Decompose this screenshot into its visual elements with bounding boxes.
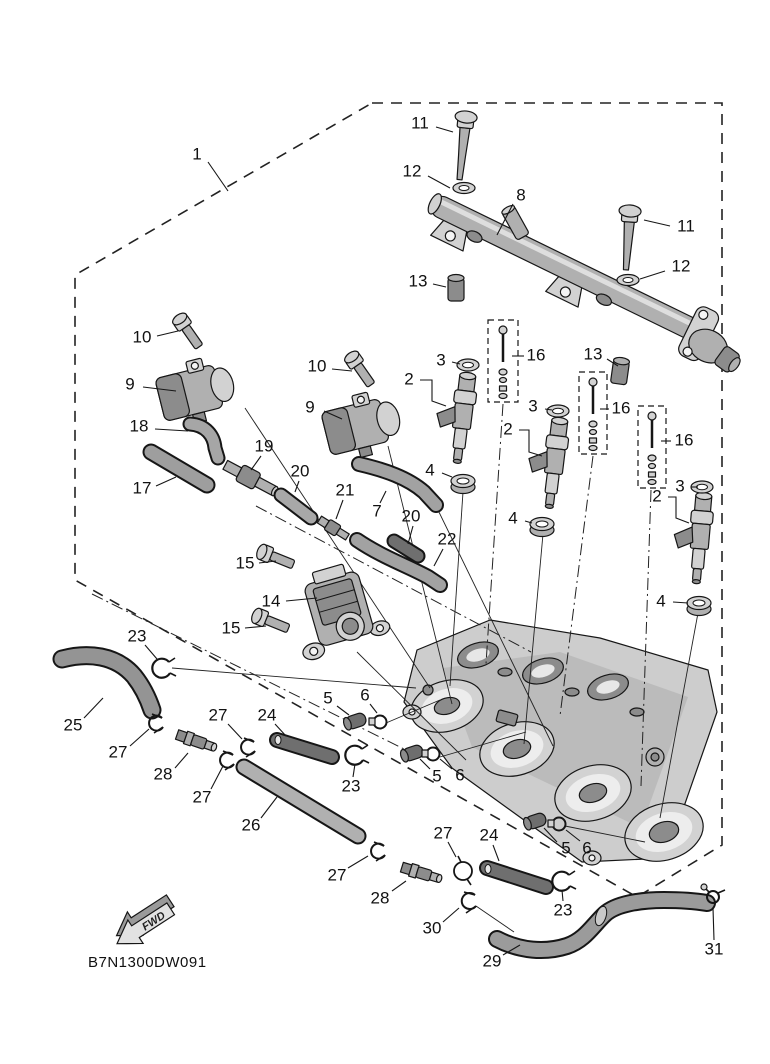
callout-10: 10	[307, 356, 327, 376]
tps-bolt-2	[250, 607, 292, 636]
callout-leader-20	[295, 481, 299, 492]
callout-29: 29	[482, 951, 502, 971]
callout-3: 3	[436, 350, 446, 370]
callout-27: 27	[327, 865, 347, 885]
callout-16: 16	[611, 398, 631, 418]
callout-27: 27	[108, 742, 128, 762]
clamp-ring-23b	[345, 745, 369, 765]
callout-leader-12	[428, 176, 450, 188]
callout-leader-27	[228, 724, 242, 739]
hose-20a	[281, 495, 311, 518]
callout-14: 14	[261, 591, 281, 611]
callout-20: 20	[290, 461, 310, 481]
fuel-injector-3	[670, 490, 715, 584]
callout-leader-27	[348, 856, 368, 868]
injector-oring-1	[457, 359, 479, 371]
injector-seal-2	[530, 518, 554, 537]
callout-leader-11	[644, 220, 670, 226]
clip-27b	[241, 738, 255, 757]
callout-leader-17	[156, 477, 176, 486]
callout-24: 24	[479, 825, 499, 845]
callout-9: 9	[125, 374, 135, 394]
throttle-position-sensor	[282, 556, 393, 662]
rail-bolt-right	[615, 204, 641, 270]
callout-27: 27	[208, 705, 228, 725]
callout-24: 24	[257, 705, 277, 725]
callout-21: 21	[335, 480, 355, 500]
callout-28: 28	[370, 888, 390, 908]
callout-23: 23	[127, 626, 147, 646]
callout-leader-12	[640, 271, 665, 279]
clamp-30	[462, 892, 476, 913]
hose-18	[190, 424, 218, 458]
callout-leader-28	[175, 753, 188, 768]
injector-seal-3	[687, 597, 711, 616]
callout-leader-31	[713, 908, 714, 940]
callout-4: 4	[508, 508, 518, 528]
injector-kit-1	[488, 320, 518, 402]
map-sensor-2	[319, 386, 407, 464]
callout-leader-6	[370, 704, 377, 713]
clamp-6a	[369, 716, 387, 729]
callout-31: 31	[704, 939, 724, 959]
rail-spacer-right	[610, 357, 630, 385]
callout-leader-11	[436, 127, 453, 132]
callout-27: 27	[192, 787, 212, 807]
callout-leader-27	[130, 729, 149, 746]
diagram-code: B7N1300DW091	[88, 954, 207, 971]
callout-leader-21	[336, 500, 343, 519]
cap-5a	[342, 712, 367, 731]
callout-23: 23	[553, 900, 573, 920]
callout-7: 7	[372, 501, 382, 521]
injector-seal-1	[451, 475, 475, 494]
callout-2: 2	[503, 419, 513, 439]
callout-25: 25	[63, 715, 83, 735]
callout-leader-2	[420, 380, 446, 406]
callout-6: 6	[582, 838, 592, 858]
callout-leader-22	[434, 549, 443, 566]
callout-leader-26	[261, 797, 277, 818]
callout-leader-10	[157, 331, 178, 336]
fuel-injector-1	[431, 369, 479, 464]
callout-leader-1	[208, 162, 228, 191]
hose-29	[497, 900, 707, 950]
callout-1: 1	[192, 144, 202, 164]
callout-18: 18	[129, 416, 149, 436]
callout-leader-19	[251, 456, 261, 470]
clamp-6b	[422, 748, 440, 761]
callout-leader-24	[493, 845, 499, 861]
callout-26: 26	[241, 815, 261, 835]
callout-3: 3	[675, 476, 685, 496]
callout-5: 5	[561, 838, 571, 858]
callout-5: 5	[432, 766, 442, 786]
callout-leader-23	[353, 764, 355, 777]
joint-21	[316, 514, 350, 542]
callout-leader-30	[443, 908, 459, 922]
callout-6: 6	[360, 685, 370, 705]
callout-leader-10	[332, 369, 352, 371]
rail-bolt-left	[449, 110, 478, 181]
hose-24b	[485, 865, 546, 888]
callout-4: 4	[656, 591, 666, 611]
callout-leader-2	[668, 497, 689, 523]
joint-19	[221, 457, 281, 500]
callout-22: 22	[437, 529, 457, 549]
fwd-label: FWD	[140, 909, 168, 934]
callout-9: 9	[305, 397, 315, 417]
callout-leader-13	[433, 284, 446, 287]
fuel-injector-2	[523, 414, 571, 509]
sensor-bolt-2	[343, 349, 378, 390]
callout-4: 4	[425, 460, 435, 480]
hose-24a	[275, 736, 332, 758]
fwd-arrow	[106, 889, 182, 955]
injector-kit-3	[638, 406, 666, 488]
callout-leader-27	[448, 842, 456, 857]
hose-25	[62, 656, 152, 710]
callout-28: 28	[153, 764, 173, 784]
callout-17: 17	[132, 478, 152, 498]
callout-11: 11	[677, 216, 695, 236]
callout-15: 15	[221, 618, 241, 638]
rail-washer-left	[453, 183, 475, 194]
callout-6: 6	[455, 765, 465, 785]
callout-19: 19	[254, 436, 274, 456]
rail-washer-right	[617, 275, 639, 286]
clip-27e	[454, 856, 472, 885]
callout-11: 11	[411, 113, 429, 133]
callout-leader-27	[211, 766, 223, 789]
callout-leader-2	[519, 430, 542, 456]
callout-27: 27	[433, 823, 453, 843]
callout-leader-28	[392, 881, 406, 891]
callout-5: 5	[323, 688, 333, 708]
callout-leader-23	[145, 645, 157, 659]
callout-12: 12	[402, 161, 422, 181]
rail-spacer-left	[448, 275, 464, 302]
callout-leader-5	[420, 759, 430, 769]
callout-10: 10	[132, 327, 152, 347]
joint-28b	[400, 861, 443, 886]
callout-13: 13	[583, 344, 603, 364]
injector-oring-2	[547, 405, 569, 417]
callout-2: 2	[404, 369, 414, 389]
callout-12: 12	[671, 256, 691, 276]
callout-2: 2	[652, 486, 662, 506]
callout-15: 15	[235, 553, 255, 573]
callout-leader-4	[673, 602, 688, 603]
callout-leader-5	[337, 706, 349, 715]
hose-17	[151, 452, 207, 485]
callout-16: 16	[674, 430, 694, 450]
clip-27d	[371, 842, 385, 861]
callout-30: 30	[422, 918, 442, 938]
callout-13: 13	[408, 271, 428, 291]
injector-kit-2	[579, 372, 607, 454]
callout-8: 8	[516, 185, 526, 205]
callout-20: 20	[401, 506, 421, 526]
callout-16: 16	[526, 345, 546, 365]
clamp-ring-23c	[552, 871, 576, 891]
tps-bolt-1	[255, 543, 297, 572]
callout-leader-4	[442, 473, 452, 477]
callout-leader-25	[84, 698, 103, 718]
callout-leader-18	[155, 429, 188, 431]
callout-23: 23	[341, 776, 361, 796]
joint-28a	[175, 728, 218, 754]
callout-3: 3	[528, 396, 538, 416]
